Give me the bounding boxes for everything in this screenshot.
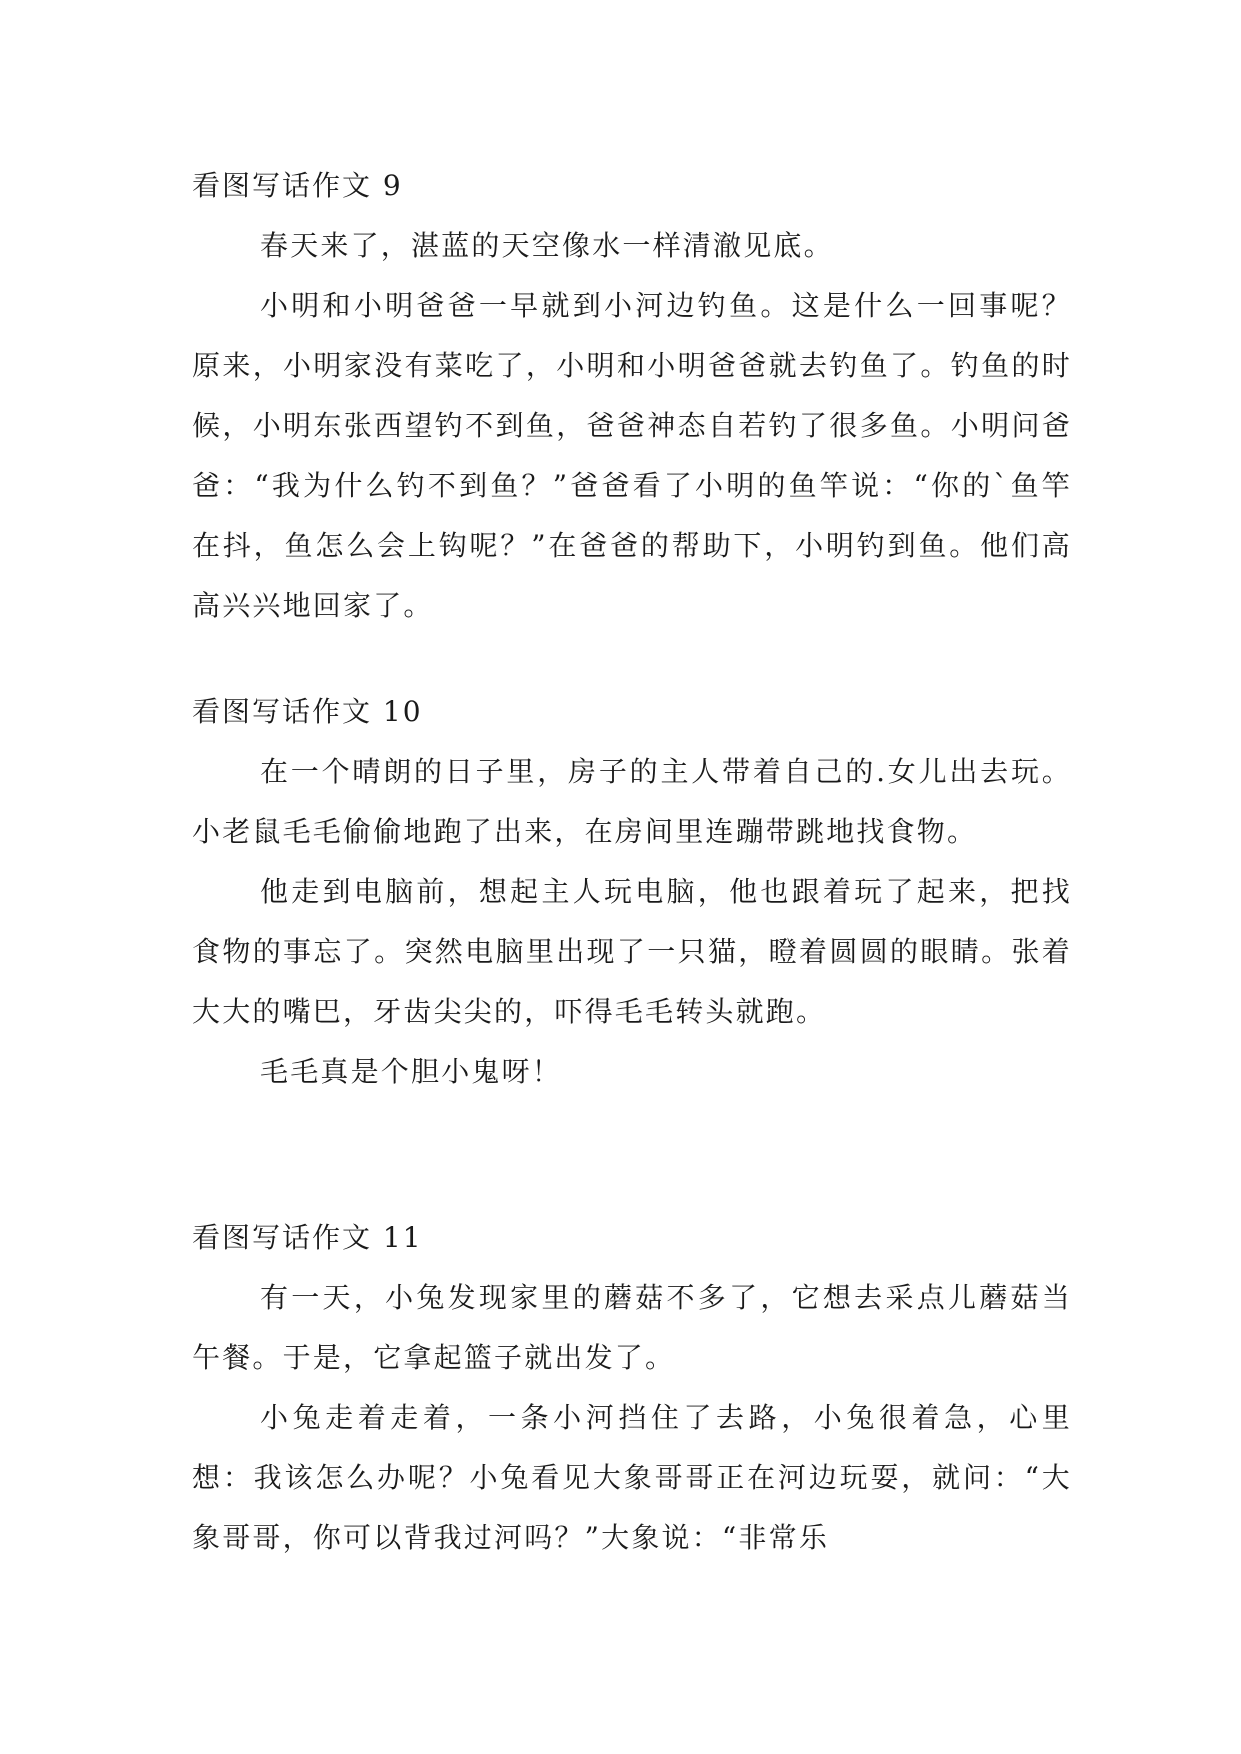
essay-section-10 (192, 682, 1072, 1102)
paragraph: 他走到电脑前，想起主人玩电脑，他也跟着玩了起来，把找食物的事忘了。突然电脑里出现了一只猫，瞪着圆圆的眼睛。张着大大的嘴巴，牙齿尖尖的，吓得毛毛转头就跑。 (192, 875, 1072, 1028)
paragraph: 毛毛真是个胆小鬼呀！ (260, 1055, 563, 1088)
section-title: 看图写话作文 10 (192, 695, 423, 728)
paragraph: 在一个晴朗的日子里，房子的主人带着自己的.女儿出去玩。小老鼠毛毛偷偷地跑了出来，在房间里连蹦带跳地找食物。 (192, 755, 1072, 848)
section-title: 看图写话作文 9 (192, 169, 403, 202)
paragraph: 有一天，小兔发现家里的蘑菇不多了，它想去采点儿蘑菇当午餐。于是，它拿起篮子就出发了。 (192, 1281, 1072, 1374)
section-title: 看图写话作文 11 (192, 1221, 423, 1254)
essay-section-11 (192, 1208, 1072, 1568)
essay-section-9 (192, 156, 1072, 636)
paragraph: 小明和小明爸爸一早就到小河边钓鱼。这是什么一回事呢？原来，小明家没有菜吃了，小明和小明爸爸就去钓鱼了。钓鱼的时候，小明东张西望钓不到鱼，爸爸神态自若钓了很多鱼。小明问爸爸：“我为什么钓不到鱼？”爸爸看了小明的鱼竿说：“你的`鱼竿在抖，鱼怎么会上钩呢？”在爸爸的帮助下，小明钓到鱼。他们高高兴兴地回家了。 (192, 289, 1072, 622)
paragraph: 小兔走着走着，一条小河挡住了去路，小兔很着急，心里想：我该怎么办呢？小兔看见大象哥哥正在河边玩耍，就问：“大象哥哥，你可以背我过河吗？”大象说：“非常乐 (192, 1401, 1072, 1554)
paragraph: 春天来了，湛蓝的天空像水一样清澈见底。 (260, 229, 834, 262)
